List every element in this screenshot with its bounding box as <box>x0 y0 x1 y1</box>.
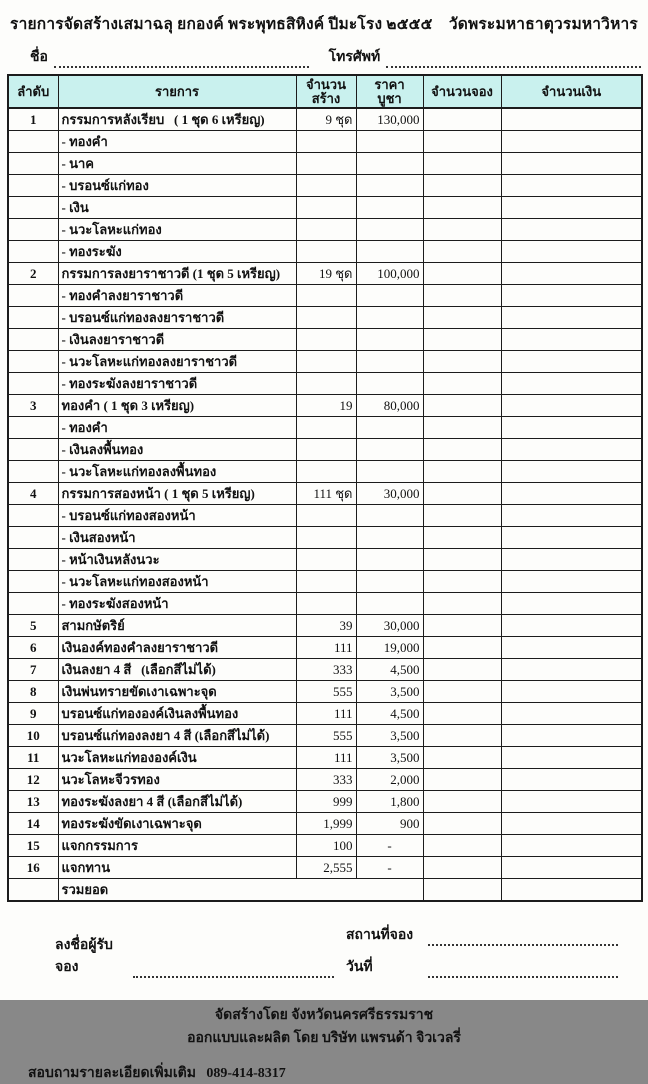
table-row <box>8 285 642 307</box>
row-price-cell <box>356 549 423 571</box>
row-amount-cell <box>501 351 642 373</box>
header-item: รายการ <box>58 75 296 108</box>
row-amount-cell <box>501 219 642 241</box>
row-booking-cell <box>423 747 501 769</box>
row-number-cell <box>8 527 58 549</box>
credits-block <box>0 1004 648 1050</box>
row-number-cell: 7 <box>8 659 58 681</box>
row-booking-cell <box>423 395 501 417</box>
row-amount-cell <box>501 527 642 549</box>
row-qty-cell: 19 ชุด <box>296 263 356 285</box>
row-amount-cell <box>501 747 642 769</box>
row-amount-cell <box>501 439 642 461</box>
row-booking-cell <box>423 108 501 131</box>
row-booking-cell <box>423 307 501 329</box>
row-qty-cell <box>296 505 356 527</box>
row-price-cell: 3,500 <box>356 747 423 769</box>
row-number-cell <box>8 505 58 527</box>
row-item-cell: - นวะโลหะแก่ทองลงยาราชาวดี <box>58 351 296 373</box>
row-amount-cell <box>501 505 642 527</box>
date-label: วันที่ <box>346 960 373 975</box>
table-total-body <box>8 879 642 902</box>
row-number-cell: 6 <box>8 637 58 659</box>
table-row <box>8 857 642 879</box>
table-row <box>8 571 642 593</box>
phone-label: โทรศัพท์ <box>328 50 381 65</box>
total-no-cell <box>8 879 58 902</box>
row-price-cell: 900 <box>356 813 423 835</box>
row-number-cell: 11 <box>8 747 58 769</box>
row-item-cell: สามกษัตริย์ <box>58 615 296 637</box>
row-qty-cell: 9 ชุด <box>296 108 356 131</box>
row-booking-cell <box>423 329 501 351</box>
row-qty-cell: 555 <box>296 725 356 747</box>
row-booking-cell <box>423 197 501 219</box>
row-price-cell: 30,000 <box>356 483 423 505</box>
header-amount: จำนวนเงิน <box>501 75 642 108</box>
row-item-cell: - นวะโลหะแก่ทองสองหน้า <box>58 571 296 593</box>
row-price-cell <box>356 593 423 615</box>
row-price-cell: 3,500 <box>356 725 423 747</box>
phone-blank-field <box>386 52 641 68</box>
name-blank-field <box>54 52 309 68</box>
row-amount-cell <box>501 153 642 175</box>
row-number-cell <box>8 571 58 593</box>
table-body <box>8 108 642 879</box>
header-booking: จำนวนจอง <box>423 75 501 108</box>
row-amount-cell <box>501 108 642 131</box>
row-amount-cell <box>501 813 642 835</box>
row-price-cell: 130,000 <box>356 108 423 131</box>
total-booking-cell <box>423 879 501 902</box>
table-row <box>8 153 642 175</box>
row-qty-cell <box>296 417 356 439</box>
table-row <box>8 549 642 571</box>
row-number-cell: 14 <box>8 813 58 835</box>
place-date-grid <box>346 924 618 978</box>
row-booking-cell <box>423 483 501 505</box>
row-amount-cell <box>501 549 642 571</box>
row-booking-cell <box>423 725 501 747</box>
row-number-cell: 12 <box>8 769 58 791</box>
row-qty-cell: 111 <box>296 747 356 769</box>
row-qty-cell: 333 <box>296 769 356 791</box>
table-row <box>8 307 642 329</box>
row-qty-cell <box>296 461 356 483</box>
row-number-cell <box>8 307 58 329</box>
row-qty-cell: 100 <box>296 835 356 857</box>
credit-line-designer: ออกแบบและผลิต โดย บริษัท แพรนด้า จิวเวลรี่ <box>187 1031 461 1046</box>
sign-blank-field <box>133 962 334 978</box>
row-qty-cell <box>296 175 356 197</box>
signature-block <box>55 924 618 978</box>
row-qty-cell <box>296 219 356 241</box>
row-amount-cell <box>501 175 642 197</box>
row-booking-cell <box>423 175 501 197</box>
row-price-cell: 80,000 <box>356 395 423 417</box>
row-item-cell: เงินลงยา 4 สี (เลือกสีไม่ได้) <box>58 659 296 681</box>
table-row <box>8 637 642 659</box>
table-row <box>8 219 642 241</box>
header-price: ราคา บูชา <box>356 75 423 108</box>
row-amount-cell <box>501 769 642 791</box>
row-price-cell <box>356 571 423 593</box>
row-price-cell: 4,500 <box>356 659 423 681</box>
table-row <box>8 417 642 439</box>
header-qty: จำนวน สร้าง <box>296 75 356 108</box>
row-price-cell <box>356 131 423 153</box>
row-booking-cell <box>423 351 501 373</box>
total-label-cell: รวมยอด <box>58 879 423 902</box>
row-number-cell <box>8 153 58 175</box>
row-booking-cell <box>423 571 501 593</box>
row-price-cell <box>356 439 423 461</box>
row-number-cell: 16 <box>8 857 58 879</box>
row-item-cell: - เงินลงยาราชาวดี <box>58 329 296 351</box>
row-booking-cell <box>423 131 501 153</box>
row-qty-cell <box>296 285 356 307</box>
row-price-cell: 100,000 <box>356 263 423 285</box>
row-price-cell: 2,000 <box>356 769 423 791</box>
row-number-cell <box>8 461 58 483</box>
row-item-cell: - บรอนซ์แก่ทองสองหน้า <box>58 505 296 527</box>
row-amount-cell <box>501 285 642 307</box>
row-number-cell <box>8 351 58 373</box>
row-qty-cell <box>296 241 356 263</box>
row-booking-cell <box>423 219 501 241</box>
row-qty-cell <box>296 307 356 329</box>
row-item-cell: ทองระฆังขัดเงาเฉพาะจุด <box>58 813 296 835</box>
row-price-cell: 4,500 <box>356 703 423 725</box>
table-row <box>8 263 642 285</box>
row-amount-cell <box>501 329 642 351</box>
row-price-cell: 1,800 <box>356 791 423 813</box>
row-item-cell: แจกทาน <box>58 857 296 879</box>
row-amount-cell <box>501 197 642 219</box>
table-row <box>8 835 642 857</box>
row-amount-cell <box>501 703 642 725</box>
row-qty-cell <box>296 527 356 549</box>
row-qty-cell: 333 <box>296 659 356 681</box>
place-label: สถานที่จอง <box>346 928 414 943</box>
row-number-cell <box>8 439 58 461</box>
row-price-cell <box>356 417 423 439</box>
table-row <box>8 329 642 351</box>
table-row <box>8 108 642 131</box>
row-item-cell: กรรมการหลังเรียบ ( 1 ชุด 6 เหรียญ) <box>58 108 296 131</box>
date-blank-field <box>428 962 618 978</box>
row-amount-cell <box>501 659 642 681</box>
row-number-cell: 5 <box>8 615 58 637</box>
row-item-cell: เงินองค์ทองคำลงยาราชาวดี <box>58 637 296 659</box>
row-number-cell <box>8 241 58 263</box>
row-qty-cell: 1,999 <box>296 813 356 835</box>
signature-row <box>55 924 618 978</box>
row-item-cell: - ทองระฆัง <box>58 241 296 263</box>
row-number-cell <box>8 285 58 307</box>
table-row <box>8 505 642 527</box>
row-item-cell: - ทองคำลงยาราชาวดี <box>58 285 296 307</box>
row-number-cell: 2 <box>8 263 58 285</box>
row-booking-cell <box>423 505 501 527</box>
row-qty-cell <box>296 197 356 219</box>
row-number-cell <box>8 593 58 615</box>
row-number-cell: 4 <box>8 483 58 505</box>
row-item-cell: นวะโลหะจีวรทอง <box>58 769 296 791</box>
row-item-cell: - ทองคำ <box>58 417 296 439</box>
row-item-cell: - นาค <box>58 153 296 175</box>
row-amount-cell <box>501 593 642 615</box>
row-number-cell <box>8 417 58 439</box>
row-booking-cell <box>423 153 501 175</box>
table-row <box>8 813 642 835</box>
row-item-cell: - บรอนซ์แก่ทอง <box>58 175 296 197</box>
row-item-cell: กรรมการลงยาราชาวดี (1 ชุด 5 เหรียญ) <box>58 263 296 285</box>
row-item-cell: - ทองระฆังสองหน้า <box>58 593 296 615</box>
table-row <box>8 373 642 395</box>
row-price-cell <box>356 527 423 549</box>
row-number-cell <box>8 219 58 241</box>
row-price-cell <box>356 505 423 527</box>
name-phone-line <box>30 46 641 68</box>
row-booking-cell <box>423 263 501 285</box>
table-row <box>8 439 642 461</box>
row-qty-cell <box>296 571 356 593</box>
row-item-cell: - หน้าเงินหลังนวะ <box>58 549 296 571</box>
row-number-cell: 13 <box>8 791 58 813</box>
row-number-cell <box>8 373 58 395</box>
row-number-cell <box>8 197 58 219</box>
row-qty-cell: 19 <box>296 395 356 417</box>
row-item-cell: แจกกรรมการ <box>58 835 296 857</box>
row-number-cell: 15 <box>8 835 58 857</box>
row-qty-cell <box>296 329 356 351</box>
row-price-cell <box>356 461 423 483</box>
place-blank-field <box>428 930 618 946</box>
row-price-cell <box>356 373 423 395</box>
table-row <box>8 197 642 219</box>
row-amount-cell <box>501 461 642 483</box>
row-booking-cell <box>423 835 501 857</box>
row-amount-cell <box>501 417 642 439</box>
row-number-cell: 10 <box>8 725 58 747</box>
row-price-cell <box>356 329 423 351</box>
row-booking-cell <box>423 615 501 637</box>
row-booking-cell <box>423 373 501 395</box>
row-amount-cell <box>501 263 642 285</box>
row-booking-cell <box>423 417 501 439</box>
row-booking-cell <box>423 681 501 703</box>
header-no: ลำดับ <box>8 75 58 108</box>
row-price-cell <box>356 351 423 373</box>
header-row <box>8 75 642 108</box>
table-row <box>8 725 642 747</box>
row-amount-cell <box>501 791 642 813</box>
row-qty-cell: 555 <box>296 681 356 703</box>
row-amount-cell <box>501 307 642 329</box>
row-price-cell: 3,500 <box>356 681 423 703</box>
row-price-cell <box>356 197 423 219</box>
row-item-cell: - ทองระฆังลงยาราชาวดี <box>58 373 296 395</box>
row-booking-cell <box>423 285 501 307</box>
row-price-cell <box>356 307 423 329</box>
table-row <box>8 395 642 417</box>
row-number-cell: 1 <box>8 108 58 131</box>
row-booking-cell <box>423 549 501 571</box>
row-item-cell: - ทองคำ <box>58 131 296 153</box>
credit-line-producer: จัดสร้างโดย จังหวัดนครศรีธรรมราช <box>214 1008 434 1023</box>
table-row <box>8 703 642 725</box>
row-qty-cell: 999 <box>296 791 356 813</box>
row-amount-cell <box>501 241 642 263</box>
row-booking-cell <box>423 527 501 549</box>
table-row <box>8 461 642 483</box>
row-number-cell: 9 <box>8 703 58 725</box>
row-booking-cell <box>423 593 501 615</box>
name-label: ชื่อ <box>30 50 48 65</box>
row-number-cell <box>8 131 58 153</box>
row-item-cell: ทองระฆังลงยา 4 สี (เลือกสีไม่ได้) <box>58 791 296 813</box>
order-table <box>7 74 643 902</box>
row-item-cell: - นวะโลหะแก่ทองลงพื้นทอง <box>58 461 296 483</box>
row-qty-cell <box>296 439 356 461</box>
row-amount-cell <box>501 637 642 659</box>
table-row <box>8 791 642 813</box>
row-booking-cell <box>423 439 501 461</box>
row-price-cell: 19,000 <box>356 637 423 659</box>
row-qty-cell <box>296 153 356 175</box>
row-item-cell: - เงินสองหน้า <box>58 527 296 549</box>
row-number-cell <box>8 175 58 197</box>
row-amount-cell <box>501 835 642 857</box>
row-amount-cell <box>501 725 642 747</box>
row-item-cell: - บรอนซ์แก่ทองลงยาราชาวดี <box>58 307 296 329</box>
row-item-cell: - เงิน <box>58 197 296 219</box>
table-row <box>8 769 642 791</box>
page-title: รายการจัดสร้างเสมาฉลุ ยกองค์ พระพุทธสิหิงค์ ปีมะโรง ๒๕๕๕ วัดพระมหาธาตุวรมหาวิหาร <box>10 16 638 33</box>
row-booking-cell <box>423 857 501 879</box>
total-row <box>8 879 642 902</box>
row-qty-cell: 111 ชุด <box>296 483 356 505</box>
table-row <box>8 131 642 153</box>
row-amount-cell <box>501 395 642 417</box>
row-amount-cell <box>501 615 642 637</box>
row-qty-cell <box>296 351 356 373</box>
table-row <box>8 527 642 549</box>
row-price-cell <box>356 241 423 263</box>
row-item-cell: เงินพ่นทรายขัดเงาเฉพาะจุด <box>58 681 296 703</box>
table-row <box>8 483 642 505</box>
contact-phone-line: สอบถามรายละเอียดเพิ่มเติม 089-414-8317 <box>28 1066 286 1081</box>
table-row <box>8 681 642 703</box>
row-number-cell: 8 <box>8 681 58 703</box>
row-amount-cell <box>501 571 642 593</box>
row-booking-cell <box>423 241 501 263</box>
row-price-cell <box>356 175 423 197</box>
table-header <box>8 75 642 108</box>
row-amount-cell <box>501 857 642 879</box>
table-row <box>8 241 642 263</box>
total-amount-cell <box>501 879 642 902</box>
table-row <box>8 175 642 197</box>
row-qty-cell <box>296 549 356 571</box>
row-amount-cell <box>501 373 642 395</box>
row-qty-cell <box>296 373 356 395</box>
row-item-cell: ทองคำ ( 1 ชุด 3 เหรียญ) <box>58 395 296 417</box>
row-qty-cell: 39 <box>296 615 356 637</box>
row-number-cell <box>8 549 58 571</box>
row-booking-cell <box>423 813 501 835</box>
row-booking-cell <box>423 461 501 483</box>
row-qty-cell: 111 <box>296 637 356 659</box>
row-qty-cell: 2,555 <box>296 857 356 879</box>
row-number-cell: 3 <box>8 395 58 417</box>
table-row <box>8 747 642 769</box>
row-price-cell: - <box>356 857 423 879</box>
row-amount-cell <box>501 681 642 703</box>
table-row <box>8 593 642 615</box>
row-price-cell: - <box>356 835 423 857</box>
row-item-cell: - เงินลงพื้นทอง <box>58 439 296 461</box>
row-booking-cell <box>423 769 501 791</box>
row-price-cell: 30,000 <box>356 615 423 637</box>
row-item-cell: กรรมการสองหน้า ( 1 ชุด 5 เหรียญ) <box>58 483 296 505</box>
row-item-cell: นวะโลหะแก่ทององค์เงิน <box>58 747 296 769</box>
row-price-cell <box>356 153 423 175</box>
row-qty-cell: 111 <box>296 703 356 725</box>
row-qty-cell <box>296 593 356 615</box>
row-qty-cell <box>296 131 356 153</box>
row-price-cell <box>356 285 423 307</box>
row-item-cell: บรอนซ์แก่ทององค์เงินลงพื้นทอง <box>58 703 296 725</box>
row-booking-cell <box>423 791 501 813</box>
row-item-cell: - นวะโลหะแก่ทอง <box>58 219 296 241</box>
row-booking-cell <box>423 637 501 659</box>
row-number-cell <box>8 329 58 351</box>
table-row <box>8 351 642 373</box>
row-booking-cell <box>423 703 501 725</box>
row-amount-cell <box>501 131 642 153</box>
row-item-cell: บรอนซ์แก่ทองลงยา 4 สี (เลือกสีไม่ได้) <box>58 725 296 747</box>
row-amount-cell <box>501 483 642 505</box>
row-booking-cell <box>423 659 501 681</box>
sign-label: ลงชื่อผู้รับจอง <box>55 938 113 975</box>
table-row <box>8 659 642 681</box>
table-row <box>8 615 642 637</box>
row-price-cell <box>356 219 423 241</box>
